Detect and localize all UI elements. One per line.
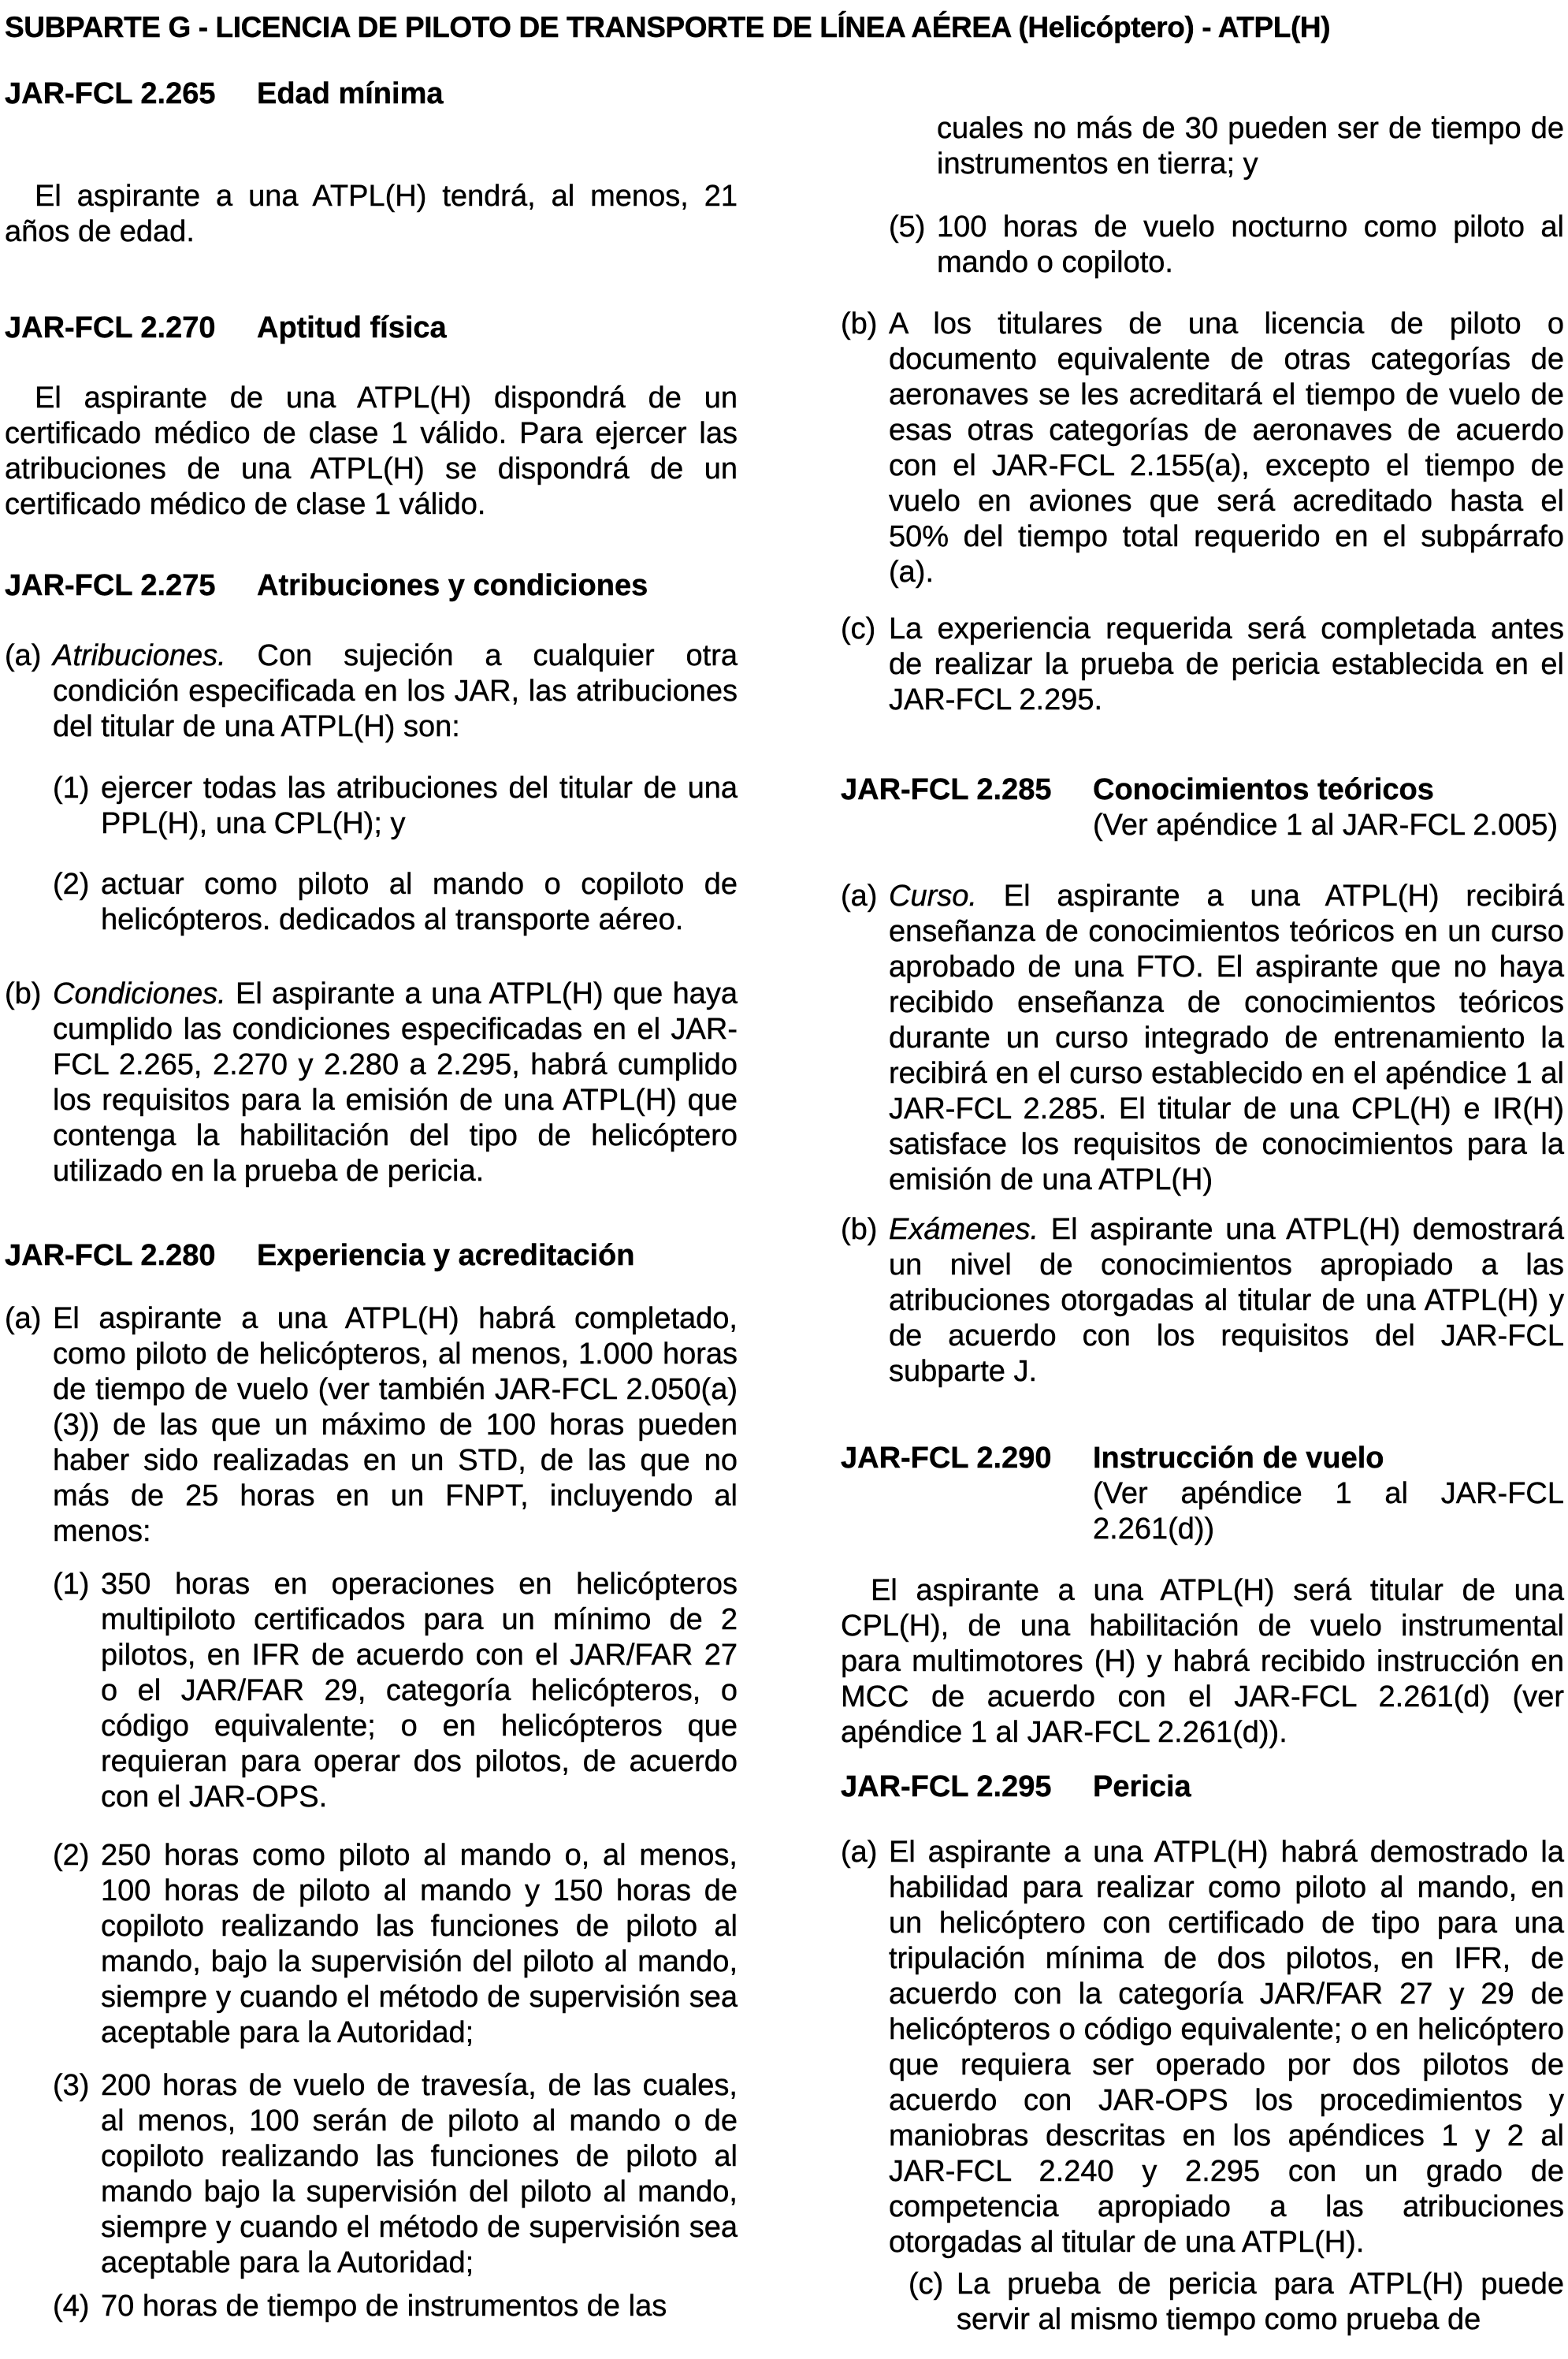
left-column — [5, 76, 738, 2338]
section-heading-2280 — [5, 1238, 738, 1274]
item-text: ejercer todas las atribuciones del titular de una PPL(H), una CPL(H); y — [101, 772, 738, 840]
paragraph-a — [841, 1835, 1564, 2260]
section-heading-2265 — [5, 76, 738, 112]
paragraph: El aspirante de una ATPL(H) dispondrá de un certificado médico de clase 1 válido. Para ejercer las atribuciones de una ATPL(H) se dispondrá de un certificado médico de clase 1 válido. — [5, 381, 738, 521]
heading-code: JAR-FCL 2.285 — [841, 773, 1052, 806]
paragraph-lead: Atribuciones. — [53, 639, 226, 672]
paragraph-text: El aspirante a una ATPL(H) que haya cumplido las condiciones especificadas en el JAR-FCL 2.265, 2.270 y 2.280 a 2.295, habrá cumplido los requisitos para la emisión de una ATPL(H) que contenga la habilitación del tipo de helicóptero utilizado en la prueba de pericia. — [53, 977, 738, 1188]
paragraph-b — [5, 977, 738, 1189]
item-text: actuar como piloto al mando o copiloto de helicópteros. dedicados al transporte aéreo. — [101, 868, 738, 936]
heading-code: JAR-FCL 2.270 — [5, 311, 216, 344]
paragraph-label: (b) — [841, 307, 878, 340]
heading-title: Atribuciones y condiciones — [257, 569, 648, 602]
paragraph-label: (b) — [841, 1213, 878, 1246]
heading-code: JAR-FCL 2.295 — [841, 1770, 1052, 1803]
section-heading-2290 — [841, 1441, 1564, 1547]
paragraph-a — [5, 1301, 738, 1550]
paragraph-a — [841, 879, 1564, 1198]
heading-title: Conocimientos teóricos — [1093, 773, 1434, 806]
item-label: (2) — [53, 1839, 90, 1872]
paragraph-c — [908, 2267, 1564, 2338]
item-4-continuation: cuales no más de 30 pueden ser de tiempo de instrumentos en tierra; y — [937, 112, 1564, 180]
list-item-2 — [53, 867, 738, 938]
paragraph-label: (a) — [841, 880, 878, 913]
paragraph-label: (a) — [5, 1302, 42, 1335]
section-heading-2270 — [5, 311, 738, 346]
list-item-4 — [53, 2289, 738, 2324]
item-label: (3) — [53, 2069, 90, 2102]
paragraph-text: El aspirante a una ATPL(H) habrá completado, como piloto de helicópteros, al menos, 1.000 horas de tiempo de vuelo (ver también JAR-FCL 2.050(a)(3)) de las que un máximo de 100 horas pueden haber sido realizadas en un STD, de las que no más de 25 horas en un FNPT, incluyendo al menos: — [53, 1302, 738, 1548]
item-text: 70 horas de tiempo de instrumentos de las — [101, 2290, 667, 2323]
heading-subtitle: (Ver apéndice 1 al JAR-FCL 2.005) — [1093, 809, 1559, 842]
item-label: (5) — [889, 210, 926, 244]
heading-code: JAR-FCL 2.280 — [5, 1239, 216, 1272]
section-heading-2295 — [841, 1769, 1564, 1805]
heading-title: Edad mínima — [257, 77, 444, 110]
heading-title: Experiencia y acreditación — [257, 1239, 635, 1272]
right-column — [841, 76, 1564, 2338]
paragraph-text: El aspirante una ATPL(H) demostrará un nivel de conocimientos apropiado a las atribuciones otorgadas al titular de una ATPL(H) y de acuerdo con los requisitos del JAR-FCL subparte J. — [889, 1213, 1564, 1388]
two-column-layout — [5, 76, 1564, 2338]
item-text: 350 horas en operaciones en helicópteros multipiloto certificados para un mínimo de 2 pilotos, en IFR de acuerdo con el JAR/FAR 27 o el JAR/FAR 29, categoría helicópteros, o código equivalente; o en helicópteros que requieran para operar dos pilotos, de acuerdo con el JAR-OPS. — [101, 1568, 738, 1814]
paragraph-text: A los titulares de una licencia de piloto o documento equivalente de otras categorías de aeronaves se les acreditará el tiempo de vuelo de esas otras categorías de aeronaves de acuerdo con el JAR-FCL 2.155(a), excepto el tiempo de vuelo en aviones que será acreditado hasta el 50% del tiempo total requerido en el subpárrafo (a). — [889, 307, 1564, 589]
list-item-3 — [53, 2068, 738, 2281]
paragraph-lead: Exámenes. — [889, 1213, 1039, 1246]
heading-subtitle: (Ver apéndice 1 al JAR-FCL 2.261(d)) — [1093, 1477, 1564, 1546]
heading-title: Instrucción de vuelo — [1093, 1442, 1384, 1475]
paragraph-label: (b) — [5, 977, 42, 1010]
paragraph-label: (c) — [908, 2268, 944, 2301]
paragraph-text: El aspirante a una ATPL(H) habrá demostrado la habilidad para realizar como piloto al mando, en un helicóptero con certificado de tipo para una tripulación mínima de dos pilotos, en IFR, de acuerdo con la categoría JAR/FAR 27 y 29 de helicópteros o código equivalente; o en helicóptero que requiera ser operado por dos pilotos de acuerdo con JAR-OPS los procedimientos y maniobras descritas en los apéndices 1 y 2 al JAR-FCL 2.240 y 2.295 con un grado de competencia apropiado a las atribuciones otorgadas al titular de una ATPL(H). — [889, 1836, 1564, 2259]
item-label: (2) — [53, 868, 90, 901]
item-label: (1) — [53, 1568, 90, 1601]
heading-code: JAR-FCL 2.275 — [5, 569, 216, 602]
paragraph-c — [841, 612, 1564, 718]
paragraph: El aspirante a una ATPL(H) será titular de una CPL(H), de una habilitación de vuelo instrumental para multimotores (H) y habrá recibido instrucción en MCC de acuerdo con el JAR-FCL 2.261(d) (ver apéndice 1 al JAR-FCL 2.261(d)). — [841, 1574, 1564, 1749]
item-label: (1) — [53, 772, 90, 805]
list-item-5 — [889, 210, 1564, 281]
list-item-2 — [53, 1838, 738, 2051]
paragraph-lead: Curso. — [889, 880, 977, 913]
list-item-1 — [53, 1567, 738, 1815]
heading-code: JAR-FCL 2.290 — [841, 1442, 1052, 1475]
heading-title: Pericia — [1093, 1770, 1191, 1803]
item-text: 200 horas de vuelo de travesía, de las cuales, al menos, 100 serán de piloto al mando o de copiloto realizando las funciones de piloto al mando bajo la supervisión del piloto al mando, siempre y cuando el método de supervisión sea aceptable para la Autoridad; — [101, 2069, 738, 2279]
list-item-1 — [53, 771, 738, 842]
paragraph: El aspirante a una ATPL(H) tendrá, al menos, 21 años de edad. — [5, 180, 738, 248]
page-title: SUBPARTE G - LICENCIA DE PILOTO DE TRANSPORTE DE LÍNEA AÉREA (Helicóptero) - ATPL(H) — [5, 11, 1331, 43]
paragraph-text: El aspirante a una ATPL(H) recibirá enseñanza de conocimientos teóricos en un curso aprobado de una FTO. El aspirante que no haya recibido enseñanza de conocimientos teóricos durante un curso integrado de entrenamiento la recibirá en el curso establecido en el apéndice 1 al JAR-FCL 2.285. El titular de una CPL(H) e IR(H) satisface los requisitos de conocimientos para la emisión de una ATPL(H) — [889, 880, 1564, 1196]
paragraph-text: La prueba de pericia para ATPL(H) puede servir al mismo tiempo como prueba de — [957, 2268, 1564, 2336]
item-text: 100 horas de vuelo nocturno como piloto al mando o copiloto. — [937, 210, 1564, 279]
paragraph-b — [841, 1212, 1564, 1390]
heading-code: JAR-FCL 2.265 — [5, 77, 216, 110]
paragraph-lead: Condiciones. — [53, 977, 226, 1010]
paragraph-a — [5, 638, 738, 745]
heading-title: Aptitud física — [257, 311, 447, 344]
paragraph-text: La experiencia requerida será completada antes de realizar la prueba de pericia establecida en el JAR-FCL 2.295. — [889, 612, 1564, 716]
paragraph-label: (c) — [841, 612, 876, 646]
item-text: 250 horas como piloto al mando o, al menos, 100 horas de piloto al mando y 150 horas de copiloto realizando las funciones de piloto al mando, bajo la supervisión del piloto al mando, siempre y cuando el método de supervisión sea aceptable para la Autoridad; — [101, 1839, 738, 2049]
paragraph-label: (a) — [841, 1836, 878, 1869]
paragraph-label: (a) — [5, 639, 42, 672]
paragraph-b — [841, 307, 1564, 590]
item-label: (4) — [53, 2290, 90, 2323]
section-heading-2275 — [5, 568, 738, 604]
section-heading-2285 — [841, 772, 1564, 843]
paragraph-text: Con sujeción a cualquier otra condición especificada en los JAR, las atribuciones del titular de una ATPL(H) son: — [53, 639, 738, 743]
